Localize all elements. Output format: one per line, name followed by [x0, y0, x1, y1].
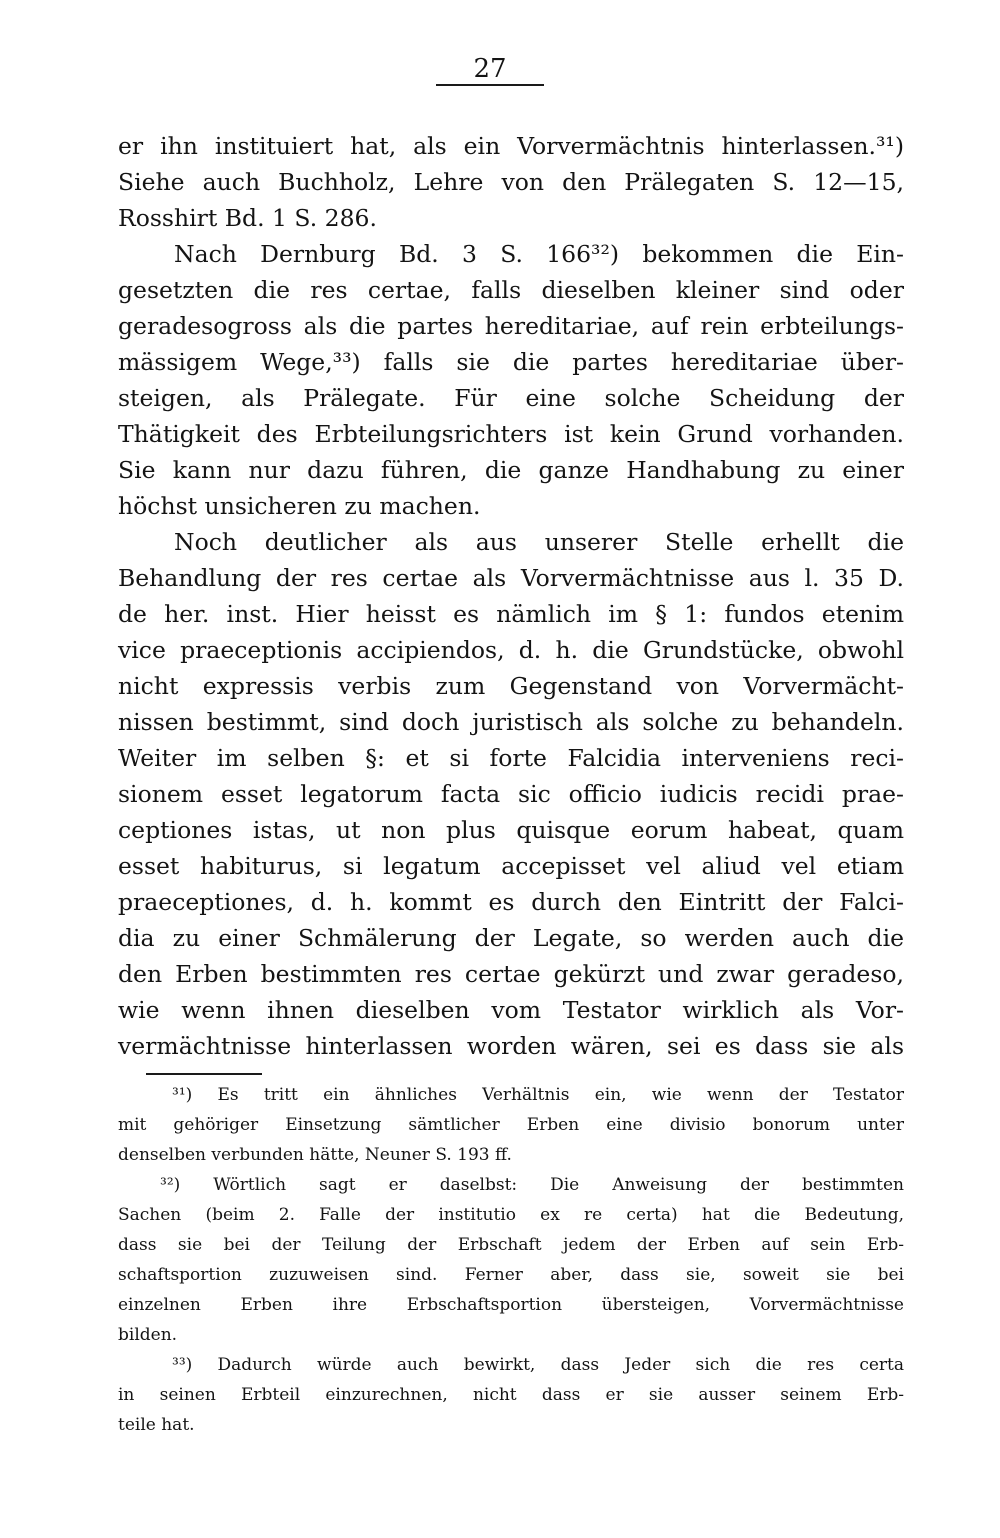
body-line: vermächtnisse hinterlassen worden wären, sei es dass sie als	[118, 1032, 904, 1060]
body-line: Sie kann nur dazu führen, die ganze Handhabung zu einer	[118, 456, 904, 484]
footnote-line: einzelnen Erben ihre Erbschaftsportion übersteigen, Vorvermächtnisse	[118, 1295, 904, 1315]
body-line: Behandlung der res certae als Vorvermächtnisse aus l. 35 D.	[118, 564, 904, 592]
footnote-line: ³³) Dadurch würde auch bewirkt, dass Jeder sich die res certa	[172, 1355, 904, 1375]
body-line: Nach Dernburg Bd. 3 S. 166³²) bekommen die Ein-	[174, 240, 904, 268]
footnote-line: bilden.	[118, 1325, 178, 1345]
body-line: höchst unsicheren zu machen.	[118, 492, 481, 520]
footnote-separator	[146, 1073, 262, 1075]
body-line: Weiter im selben §: et si forte Falcidia interveniens reci-	[118, 744, 904, 772]
body-line: steigen, als Prälegate. Für eine solche Scheidung der	[118, 384, 904, 412]
body-line: mässigem Wege,³³) falls sie die partes hereditariae über-	[118, 348, 904, 376]
body-line: Thätigkeit des Erbteilungsrichters ist kein Grund vorhanden.	[118, 420, 904, 448]
body-line: nissen bestimmt, sind doch juristisch als solche zu behandeln.	[118, 708, 904, 736]
footnote-line: mit gehöriger Einsetzung sämtlicher Erben eine divisio bonorum unter	[118, 1115, 904, 1135]
body-line: esset habiturus, si legatum accepisset vel aliud vel etiam	[118, 852, 904, 880]
footnote-line: in seinen Erbteil einzurechnen, nicht dass er sie ausser seinem Erb-	[118, 1385, 904, 1405]
body-line: den Erben bestimmten res certae gekürzt und zwar geradeso,	[118, 960, 904, 988]
footnote-line: dass sie bei der Teilung der Erbschaft jedem der Erben auf sein Erb-	[118, 1235, 904, 1255]
body-line: er ihn instituiert hat, als ein Vorvermächtnis hinterlassen.³¹)	[118, 132, 904, 160]
footnote-line: Sachen (beim 2. Falle der institutio ex re certa) hat die Bedeutung,	[118, 1205, 904, 1225]
body-line: Noch deutlicher als aus unserer Stelle erhellt die	[174, 528, 904, 556]
body-line: vice praeceptionis accipiendos, d. h. die Grundstücke, obwohl	[118, 636, 904, 664]
body-line: praeceptiones, d. h. kommt es durch den Eintritt der Falci-	[118, 888, 904, 916]
body-line: geradesogross als die partes hereditariae, auf rein erbteilungs-	[118, 312, 904, 340]
footnote-line: ³²) Wörtlich sagt er daselbst: Die Anweisung der bestimmten	[160, 1175, 904, 1195]
body-line: de her. inst. Hier heisst es nämlich im § 1: fundos etenim	[118, 600, 904, 628]
body-line: sionem esset legatorum facta sic officio iudicis recidi prae-	[118, 780, 904, 808]
body-line: wie wenn ihnen dieselben vom Testator wirklich als Vor-	[118, 996, 904, 1024]
footnote-line: teile hat.	[118, 1415, 195, 1435]
footnote-line: ³¹) Es tritt ein ähnliches Verhältnis ein, wie wenn der Testator	[172, 1085, 904, 1105]
body-line: gesetzten die res certae, falls dieselben kleiner sind oder	[118, 276, 904, 304]
body-line: ceptiones istas, ut non plus quisque eorum habeat, quam	[118, 816, 904, 844]
body-line: Rosshirt Bd. 1 S. 286.	[118, 204, 377, 232]
page-number: 27	[473, 54, 507, 84]
page-number-underline	[436, 84, 544, 86]
footnote-line: schaftsportion zuzuweisen sind. Ferner aber, dass sie, soweit sie bei	[118, 1265, 904, 1285]
footnote-line: denselben verbunden hätte, Neuner S. 193 ff.	[118, 1145, 512, 1165]
body-line: Siehe auch Buchholz, Lehre von den Prälegaten S. 12—15,	[118, 168, 904, 196]
body-line: nicht expressis verbis zum Gegenstand von Vorvermächt-	[118, 672, 904, 700]
body-line: dia zu einer Schmälerung der Legate, so werden auch die	[118, 924, 904, 952]
